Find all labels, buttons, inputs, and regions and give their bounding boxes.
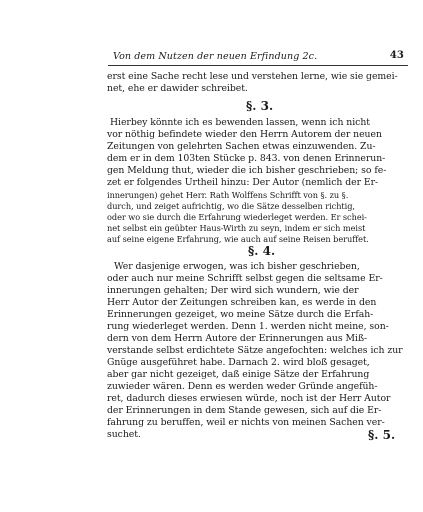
text-line: Herr Autor der Zeitungen schreiben kan, es werde in den: [107, 297, 377, 308]
text-line: dern von dem Herrn Autore der Erinnerungen aus Miß-: [107, 333, 368, 344]
text-line: auf seine eigene Erfahrung, wie auch auf seine Reisen beruffet.: [107, 234, 369, 244]
text-line: innerungen) gehet Herr. Rath Wolffens Schrifft von §. zu §.: [107, 190, 349, 200]
text-line: suchet.: [107, 429, 141, 440]
text-line: fahrung zu beruffen, weil er nichts von meinen Sachen ver-: [107, 417, 385, 428]
text-line: Zeitungen von gelehrten Sachen etwas einzuwenden. Zu-: [107, 141, 376, 152]
catchword: §. 5.: [368, 428, 396, 442]
text-line: oder auch nur meine Schrifft selbst gegen die seltsame Er-: [107, 273, 383, 284]
text-line: durch, und zeiget aufrichtig, wo die Sätze desselben richtig,: [107, 201, 355, 211]
text-line: der Erinnerungen in dem Stande gewesen, sich auf die Er-: [107, 405, 382, 416]
text-line: vor nöthig befindete wieder den Herrn Autorem der neuen: [107, 129, 382, 140]
text-line: ret, dadurch dieses erwiesen würde, noch ist der Herr Autor: [107, 393, 391, 404]
text-line: Erinnerungen gezeiget, wo meine Sätze durch die Erfah-: [107, 309, 374, 320]
section-heading-4: §. 4.: [248, 244, 276, 258]
text-line: aber gar nicht gezeiget, daß einige Sätze der Erfahrung: [107, 369, 370, 380]
text-line: innerungen gehalten; Der wird sich wundern, wie der: [107, 285, 359, 296]
text-line: zuwieder wären. Denn es werden weder Gründe angefüh-: [107, 381, 378, 392]
running-head-title: Von dem Nutzen der neuen Erfindung 2c.: [113, 51, 318, 62]
text-line: erst eine Sache recht lese und verstehen lerne, wie sie gemei-: [107, 71, 398, 82]
text-line: verstande selbst erdichtete Sätze angefochten: welches ich zur: [107, 345, 403, 356]
text-line: Gnüge ausgeführet habe. Darnach 2. wird bloß gesaget,: [107, 357, 370, 368]
text-line: zet er folgendes Urtheil hinzu: Der Autor (nemlich der Er-: [107, 177, 379, 188]
section-heading-3: §. 3.: [246, 99, 274, 113]
text-line: dem er in dem 103ten Stücke p. 843. von denen Erinnerun-: [107, 153, 386, 164]
page-number: 43: [389, 50, 404, 61]
text-line: net selbst ein geübter Haus-Wirth zu seyn, indem er sich meist: [107, 223, 366, 233]
running-head: [108, 51, 408, 66]
text-line: Wer dasjenige erwogen, was ich bisher geschrieben,: [114, 261, 360, 272]
text-line: oder wo sie durch die Erfahrung wiederleget werden. Er schei-: [107, 212, 367, 222]
text-line: net, ehe er dawider schreibet.: [107, 83, 248, 94]
text-line: rung wiederleget werden. Denn 1. werden nicht meine, son-: [107, 321, 389, 332]
text-line: gen Meldung thut, wieder die ich bisher geschrieben; so fe-: [107, 165, 387, 176]
text-line: Hierbey könnte ich es bewenden lassen, wenn ich nicht: [110, 117, 370, 128]
